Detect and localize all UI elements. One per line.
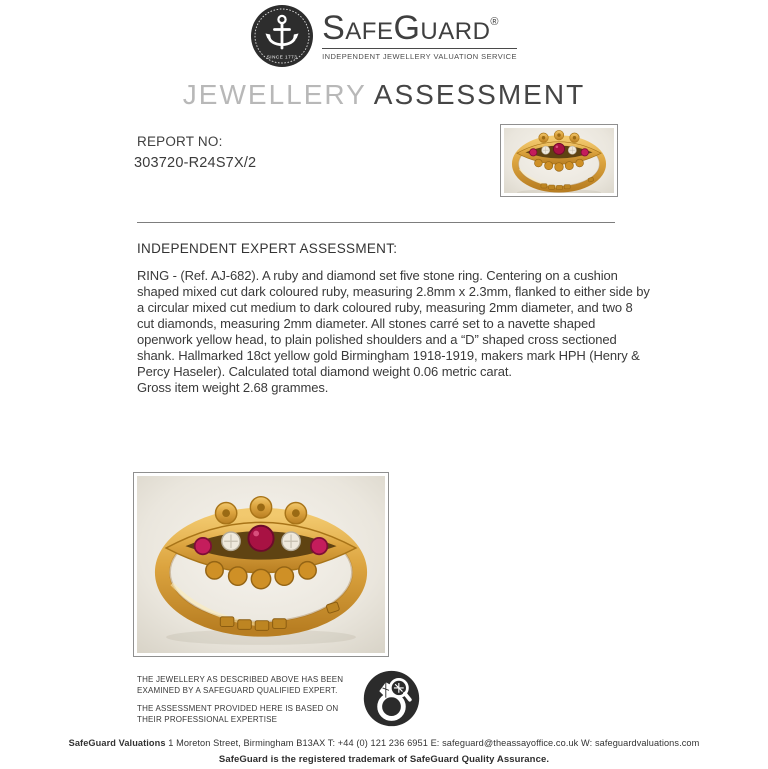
page-title [0,79,768,111]
brand-tagline: INDEPENDENT JEWELLERY VALUATION SERVICE [322,48,517,61]
title-assessment: ASSESSMENT [373,79,586,110]
contact-name: SafeGuard Valuations [68,738,166,748]
anchor-icon [251,5,313,67]
header-logo [0,5,768,67]
assessment-description: RING - (Ref. AJ-682). A ruby and diamond set five stone ring. Centering on a cushion shaped mixed cut dark coloured ruby, measuring 2.8mm x 2.3mm, flanked to either side by a circular mixed cut medium to dark coloured ruby, measuring 2mm diameter, and two 8 cut diamonds, measuring 2mm diameter. All stones carré set to a navette shaped openwork yellow head, to plain polished shoulders and a “D” shaped cross sectioned shank. Hallmarked 18ct yellow gold Birmingham 1918-1919, makers mark HPH (Henry & Percy Haseler). Calculated total diamond weight 0.06 metric carat. [137,268,650,379]
assessment-heading: INDEPENDENT EXPERT ASSESSMENT: [137,241,398,256]
examined-disclaimer: THE JEWELLERY AS DESCRIBED ABOVE HAS BEEN EXAMINED BY A SAFEGUARD QUALIFIED EXPERT. [137,675,344,695]
report-number-label: REPORT NO: [137,134,223,149]
registered-mark: ® [490,16,499,29]
ring-magnifier-icon [363,670,420,727]
ring-main-image [137,476,385,653]
footer-disclaimers [137,674,353,725]
ring-main-photo [133,472,389,657]
title-jewellery: JEWELLERY [182,79,367,110]
trademark-line: SafeGuard is the registered trademark of SafeGuard Quality Assurance. [218,754,550,765]
brand-wordmark [322,11,517,60]
since-label: SINCE 1773 [266,54,298,60]
expertise-disclaimer: THE ASSESSMENT PROVIDED HERE IS BASED ON THEIR PROFESSIONAL EXPERTISE [137,704,339,724]
report-number-value: 303720-R24S7X/2 [134,155,257,171]
contact-line [0,738,768,748]
anchor-logo [251,5,313,67]
assessment-weight-line: Gross item weight 2.68 grammes. [137,380,329,395]
ring-thumbnail-image [504,128,614,193]
section-divider [137,222,615,223]
ring-thumbnail-photo [500,124,618,197]
contact-details: 1 Moreton Street, Birmingham B13AX T: +44 (0) 121 236 6951 E: safeguard@theassayoffice.co.uk W: safeguardvaluations.com [165,738,700,748]
assessment-body [137,268,653,396]
quality-badge [363,670,420,727]
brand-name: SafeGuard® [322,9,499,48]
